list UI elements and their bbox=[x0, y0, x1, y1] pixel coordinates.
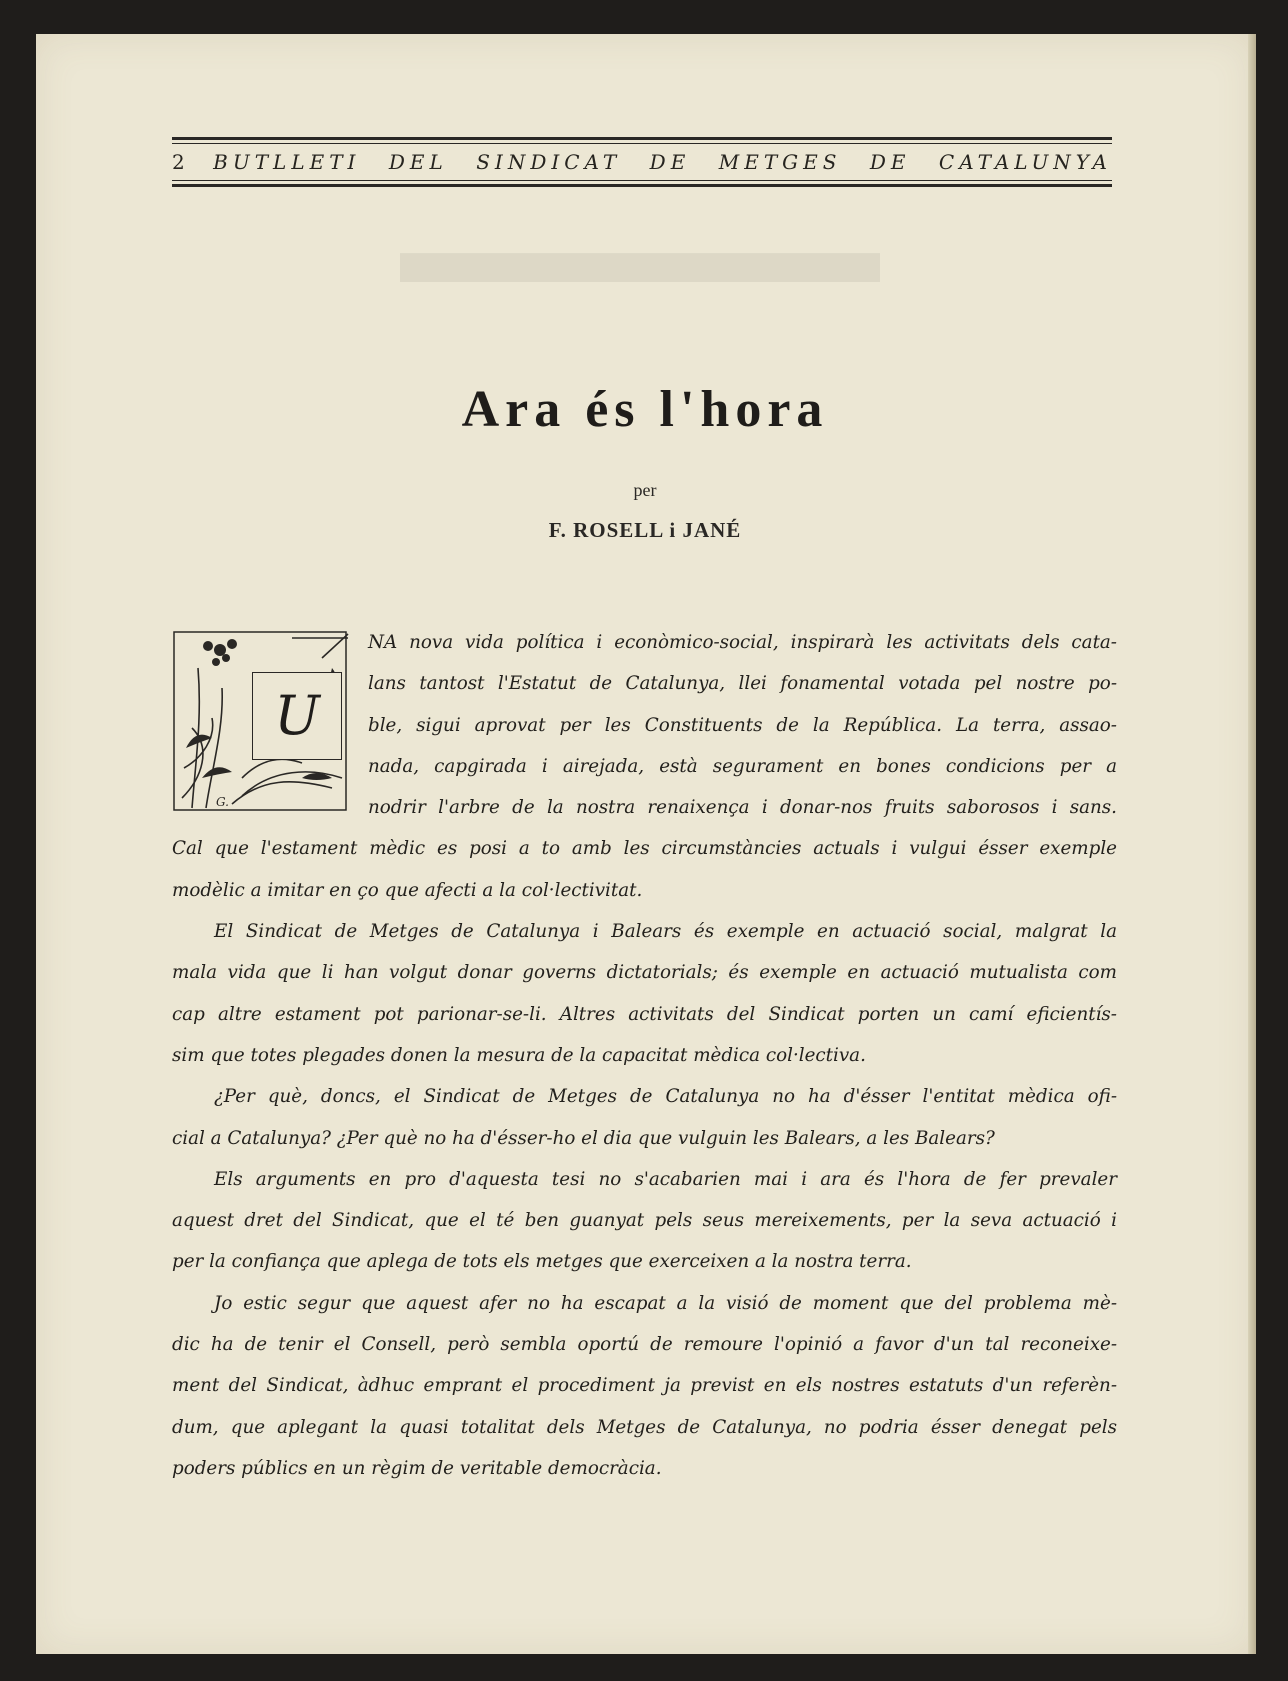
byline-per: per bbox=[633, 480, 657, 500]
header-word: METGES bbox=[718, 150, 842, 174]
text-line: ment del Sindicat, àdhuc emprant el procediment ja previst en els nostres estatuts d'un referèn- bbox=[172, 1375, 1117, 1397]
drop-cap-ornament bbox=[172, 628, 350, 814]
article-title: Ara és l'hora bbox=[461, 381, 829, 438]
text-line: Els arguments en pro d'aquesta tesi no s'acabarien mai i ara és l'hora de fer prevaler bbox=[214, 1168, 1117, 1190]
text-line: mala vida que li han volgut donar governs dictatorials; és exemple en actuació mutualista com bbox=[172, 962, 1117, 984]
header-word: BUTLLETI bbox=[213, 150, 361, 174]
running-header bbox=[172, 137, 1112, 187]
header-word: SINDICAT bbox=[476, 150, 622, 174]
text-line: lans tantost l'Estatut de Catalunya, llei fonamental votada pel nostre po- bbox=[368, 673, 1117, 695]
text-line: dic ha de tenir el Consell, però sembla oportú de remoure l'opinió a favor d'un tal reconeixe- bbox=[172, 1334, 1117, 1356]
article-body bbox=[172, 622, 1117, 1489]
text-line: NA nova vida política i econòmico-social, inspirarà les activitats dels cata- bbox=[368, 632, 1117, 653]
text-line: poders públics en un règim de veritable democràcia. bbox=[172, 1457, 662, 1479]
drop-cap-letter: U bbox=[252, 672, 342, 760]
text-line: El Sindicat de Metges de Catalunya i Balears és exemple en actuació social, malgrat la bbox=[214, 921, 1117, 943]
text-line: cial a Catalunya? ¿Per què no ha d'ésser-ho el dia que vulguin les Balears, a les Balears? bbox=[172, 1127, 995, 1149]
header-word: DE bbox=[869, 150, 911, 174]
header-rule-bottom bbox=[172, 184, 1112, 187]
header-row bbox=[172, 144, 1112, 180]
text-line: per la confiança que aplega de tots els metges que exerceixen a la nostra terra. bbox=[172, 1251, 912, 1273]
text-line: ¿Per què, doncs, el Sindicat de Metges de Catalunya no ha d'ésser l'entitat mèdica ofi- bbox=[214, 1086, 1117, 1108]
header-rule-top bbox=[172, 137, 1112, 140]
header-word: DEL bbox=[388, 150, 448, 174]
text-line: cap altre estament pot parionar-se-li. Altres activitats del Sindicat porten un camí eficientís- bbox=[172, 1003, 1117, 1025]
header-word: DE bbox=[649, 150, 691, 174]
text-line: Cal que l'estament mèdic es posi a to amb les circumstàncies actuals i vulgui ésser exemple bbox=[172, 838, 1117, 860]
text-line: modèlic a imitar en ço que afecti a la col·lectivitat. bbox=[172, 879, 643, 901]
page-edge bbox=[1248, 34, 1256, 1654]
text-line: aquest dret del Sindicat, que el té ben guanyat pels seus mereixements, per la seva actuació i bbox=[172, 1210, 1117, 1232]
header-word: CATALUNYA bbox=[938, 150, 1112, 174]
text-line: nodrir l'arbre de la nostra renaixença i donar-nos fruits saborosos i sans. bbox=[368, 797, 1117, 819]
page-number: 2 bbox=[172, 150, 185, 174]
svg-text:G.: G. bbox=[216, 795, 229, 809]
text-line: nada, capgirada i airejada, està segurament en bones condicions per a bbox=[368, 755, 1117, 777]
text-line: Jo estic segur que aquest afer no ha escapat a la visió de moment que del problema mè- bbox=[214, 1292, 1117, 1314]
header-rule-bottom-thin bbox=[172, 180, 1112, 181]
text-line: ble, sigui aprovat per les Constituents de la República. La terra, assao- bbox=[368, 714, 1117, 736]
author-name: F. ROSELL i JANÉ bbox=[548, 518, 742, 542]
text-line: sim que totes plegades donen la mesura de la capacitat mèdica col·lectiva. bbox=[172, 1044, 866, 1066]
text-line: dum, que aplegant la quasi totalitat dels Metges de Catalunya, no podria ésser denegat pels bbox=[172, 1416, 1117, 1438]
